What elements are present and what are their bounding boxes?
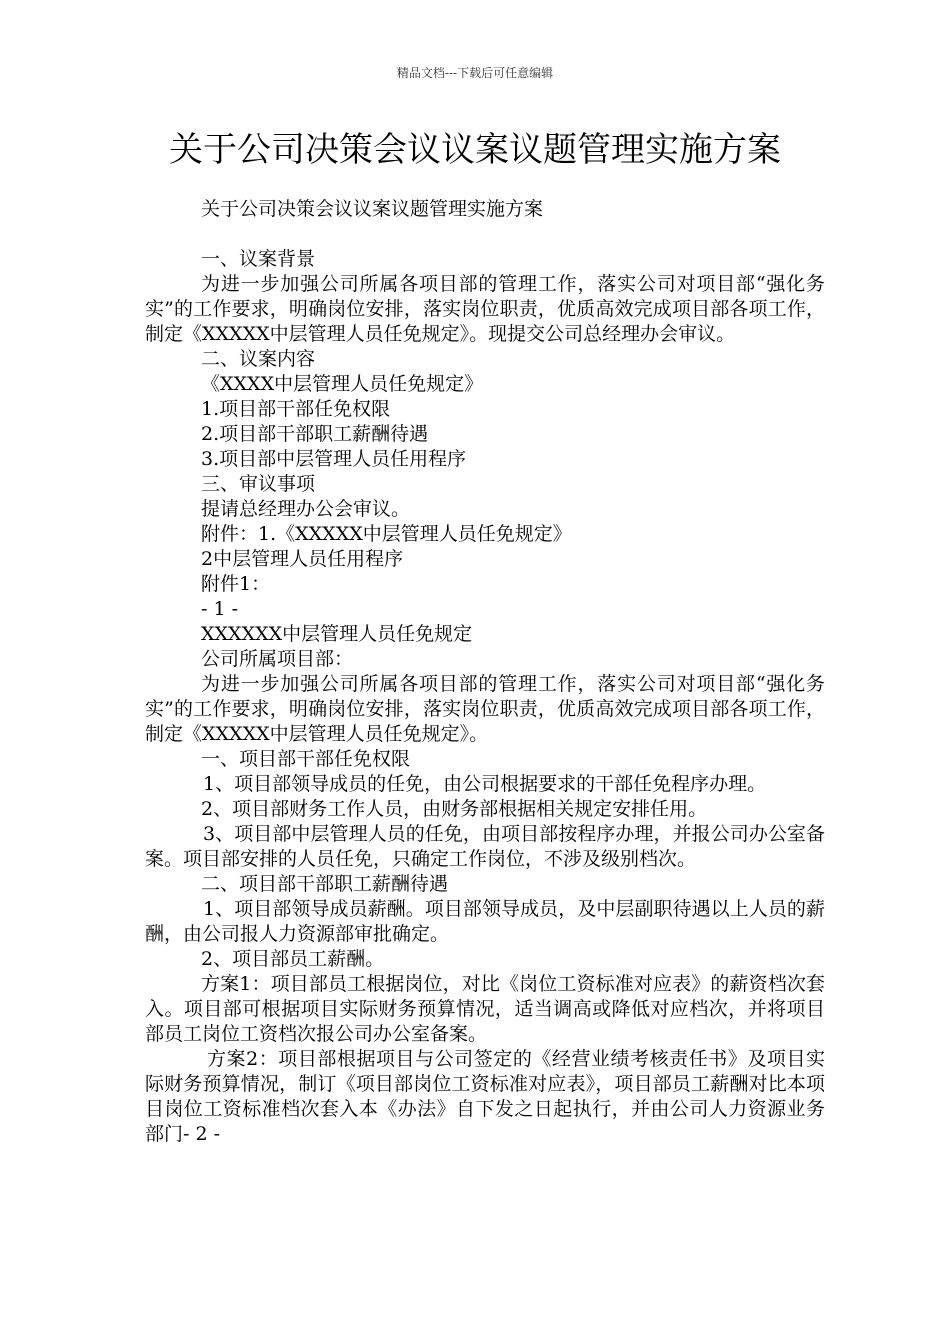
attachment-title: XXXXXX中层管理人员任免规定 xyxy=(201,623,473,645)
body-paragraph: 2、项目部员工薪酬。 xyxy=(201,948,385,970)
body-paragraph: 3、项目部中层管理人员的任免，由项目部按程序办理，并报公司办公室备案。项目部安排的人员任免，只确定工作岗位，不涉及级别档次。 xyxy=(145,823,825,870)
document-body xyxy=(145,197,825,1147)
section-heading: 三、审议事项 xyxy=(201,473,316,495)
body-paragraph: 《XXXX中层管理人员任免规定》 xyxy=(201,373,484,395)
body-paragraph: 为进一步加强公司所属各项目部的管理工作，落实公司对项目部“强化务实”的工作要求，明确岗位安排，落实岗位职责，优质高效完成项目部各项工作，制定《XXXXX中层管理人员任免规定》。 xyxy=(145,673,825,745)
subtitle-paragraph: 关于公司决策会议议案议题管理实施方案 xyxy=(201,198,544,220)
list-item: 3.项目部中层管理人员任用程序 xyxy=(201,448,467,470)
body-paragraph: 提请总经理办公会审议。 xyxy=(201,498,411,520)
section-heading: 一、议案背景 xyxy=(201,248,316,270)
section-heading: 二、议案内容 xyxy=(201,348,316,370)
page-number: - 1 - xyxy=(201,598,239,620)
body-paragraph: 方案2：项目部根据项目与公司签定的《经营业绩考核责任书》及项目实际财务预算情况，制订《项目部岗位工资标准对应表》，项目部员工薪酬对比本项目岗位工资标准档次套入本《办法》自下发之日起执行，并由公司人力资源业务部门- 2 - xyxy=(145,1048,825,1145)
list-item: 1.项目部干部任免权限 xyxy=(201,398,391,420)
attachment-label: 附件1： xyxy=(201,573,271,595)
body-paragraph: 方案1：项目部员工根据岗位，对比《岗位工资标准对应表》的薪资档次套入。项目部可根据项目实际财务预算情况，适当调高或降低对应档次，并将项目部员工岗位工资档次报公司办公室备案。 xyxy=(145,973,825,1045)
header-note: 精品文档---下载后可任意编辑 xyxy=(396,66,554,80)
document-title: 关于公司决策会议议案议题管理实施方案 xyxy=(169,130,781,170)
body-paragraph: 1、项目部领导成员薪酬。项目部领导成员，及中层副职待遇以上人员的薪酬，由公司报人力资源部审批确定。 xyxy=(145,898,825,945)
body-paragraph: 1、项目部领导成员的任免，由公司根据要求的干部任免程序办理。 xyxy=(203,773,767,795)
list-item: 2.项目部干部职工薪酬待遇 xyxy=(201,423,429,445)
section-heading: 一、项目部干部任免权限 xyxy=(201,748,411,770)
addressee: 公司所属项目部： xyxy=(201,648,354,670)
section-heading: 二、项目部干部职工薪酬待遇 xyxy=(201,873,449,895)
body-paragraph: 为进一步加强公司所属各项目部的管理工作，落实公司对项目部“强化务实”的工作要求，明确岗位安排，落实岗位职责，优质高效完成项目部各项工作，制定《XXXXX中层管理人员任免规定》。现提交公司总经理办会审议。 xyxy=(145,273,825,345)
body-paragraph: 2、项目部财务工作人员，由财务部根据相关规定安排任用。 xyxy=(201,798,708,820)
attachment-line: 2中层管理人员任用程序 xyxy=(201,548,404,570)
attachment-line: 附件：1.《XXXXX中层管理人员任免规定》 xyxy=(201,523,572,545)
